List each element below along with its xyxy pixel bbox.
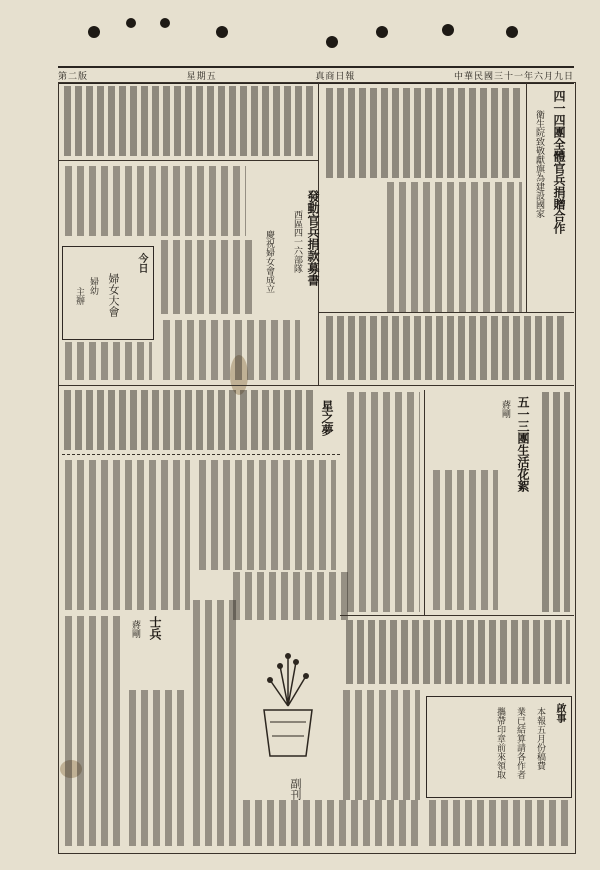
article-subheadline: 慶祝婦女會成立: [264, 230, 274, 293]
binder-hole-icon: [126, 18, 136, 28]
binder-hole-icon: [326, 36, 338, 48]
illustration-caption: 副刊: [289, 778, 302, 800]
article-subheadline: 西區四一六部隊: [292, 210, 302, 273]
notice-body: 攜帶印章前來領取: [495, 707, 505, 779]
notice-body: 本報五月份稿費: [535, 707, 545, 770]
article-body: [324, 88, 520, 178]
article-headline: 五一三團生活花絮: [516, 396, 530, 492]
article-body: [62, 166, 246, 236]
section-divider: [318, 312, 574, 313]
section-divider: [62, 454, 340, 455]
article-body: [62, 616, 122, 846]
article-body: [62, 460, 190, 610]
notice-box: [426, 696, 572, 798]
notice-col: 主辦: [74, 287, 84, 305]
author-name: 蔣剛: [130, 620, 140, 638]
binder-hole-icon: [376, 26, 388, 38]
article-body: [430, 470, 498, 610]
article-body: [384, 182, 522, 312]
article-body: [158, 240, 254, 314]
article-body: [62, 342, 152, 380]
article-body: [344, 392, 420, 612]
article-body: [324, 316, 568, 380]
notice-box: [62, 246, 154, 340]
column-divider: [526, 82, 527, 312]
section-divider: [58, 160, 318, 161]
article-body: [62, 390, 314, 450]
article-body: [344, 620, 570, 684]
potted-plant-illustration: [240, 636, 336, 776]
binder-hole-icon: [442, 24, 454, 36]
notice-col: 婦幼: [88, 277, 98, 295]
article-headline: 士兵: [148, 616, 162, 640]
author-name: 蔣剛: [500, 400, 510, 418]
article-body: [126, 690, 186, 846]
binder-hole-icon: [506, 26, 518, 38]
article-headline: 星之夢: [320, 400, 334, 436]
page-number: 第二版: [58, 71, 89, 82]
paper-name: 真商日報: [315, 71, 356, 82]
notice-body: 婦女大會: [107, 273, 120, 317]
article-body: [340, 690, 420, 800]
article-body: [196, 460, 336, 570]
article-body: [426, 800, 570, 846]
article-body: [190, 600, 240, 846]
article-body: [160, 320, 300, 380]
article-headline: 四一四團全體官兵捐贈合作: [552, 90, 566, 234]
article-body: [62, 86, 314, 156]
article-body: [540, 392, 570, 612]
binder-hole-icon: [88, 26, 100, 38]
weekday: 星期五: [186, 71, 217, 82]
article-body: [240, 800, 420, 846]
issue-date: 中華民國三十一年六月九日: [453, 71, 574, 82]
section-divider: [58, 385, 574, 386]
section-divider: [340, 615, 574, 616]
binder-hole-icon: [216, 26, 228, 38]
notice-title: 今日: [136, 253, 147, 273]
article-body: [230, 572, 350, 620]
article-headline: 發動官兵捐款募書: [306, 190, 320, 286]
notice-body: 業已結算請各作者: [515, 707, 525, 779]
binder-hole-icon: [160, 18, 170, 28]
notice-title: 啟事: [554, 703, 565, 723]
article-subheadline: 衛生院致敬獻旗為建設國家: [534, 110, 544, 218]
column-divider: [424, 390, 425, 615]
